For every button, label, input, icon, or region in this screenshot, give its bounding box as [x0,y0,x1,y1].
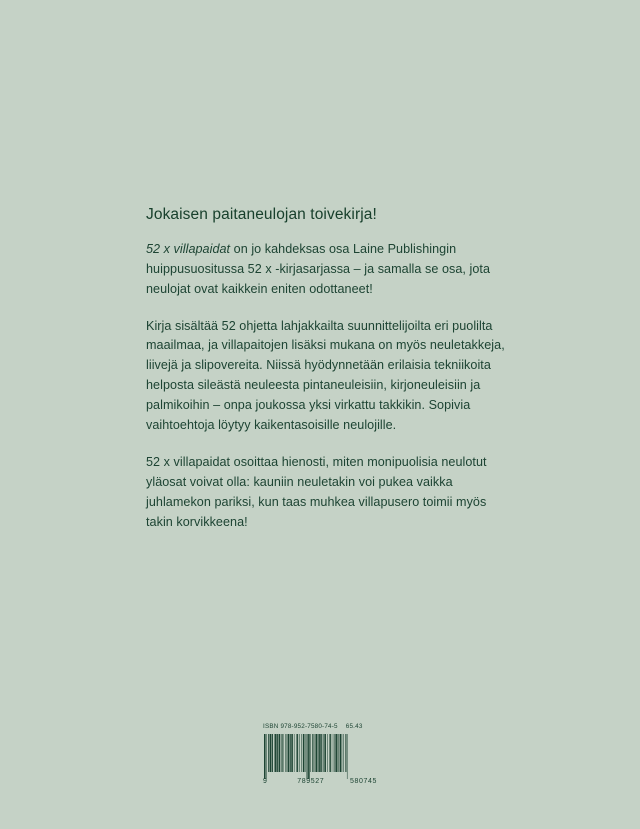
paragraph-two: Kirja sisältää 52 ohjetta lahjakkailta suunnittelijoilta eri puolilta maailmaa, ja villapaitojen lisäksi mukana on myös neuletakkeja, liivejä ja slipovereita. Niissä hyödynnetään erilaisia tekniikoita helposta sileästä neuleesta pintaneuleisiin, kirjoneuleisiin ja palmikoihin – onpa joukossa yksi virkattu takkikin. Sopivia vaihtoehtoja löytyy kaikentasoisille neulojille. [146,318,505,433]
page-title: Jokaisen paitaneulojan toivekirja! [146,206,377,223]
barcode-digits [263,778,377,785]
paragraph-three: 52 x villapaidat osoittaa hienosti, miten monipuolisia neulotut yläosat voivat olla: kauniin neuletakin voi pukea vaikka juhlamekon pariksi, kun taas muhkea villapusero toimii myös takin korvikkeena! [146,454,487,529]
barcode-digit-group-2: 580745 [350,778,377,785]
isbn-line-block [263,723,383,733]
price-code: 65.43 [345,723,363,730]
barcode-digit-group-1: 789527 [297,778,325,785]
barcode-digit-left: 9 [263,778,268,785]
paragraph-one [146,240,506,300]
back-cover-text-block [146,205,506,533]
barcode-bars [263,734,377,779]
isbn-number: ISBN 978-952-7580-74-5 [263,723,338,730]
isbn-text-row [263,723,383,730]
paragraph-one-rest: on jo kahdeksas osa Laine Publishingin huippusuositussa 52 x -kirjasarjassa – ja samalla se osa, jota neulojat ovat kaikkein eniten odottaneet! [146,241,491,296]
book-title-italic: 52 x villapaidat [146,241,231,256]
